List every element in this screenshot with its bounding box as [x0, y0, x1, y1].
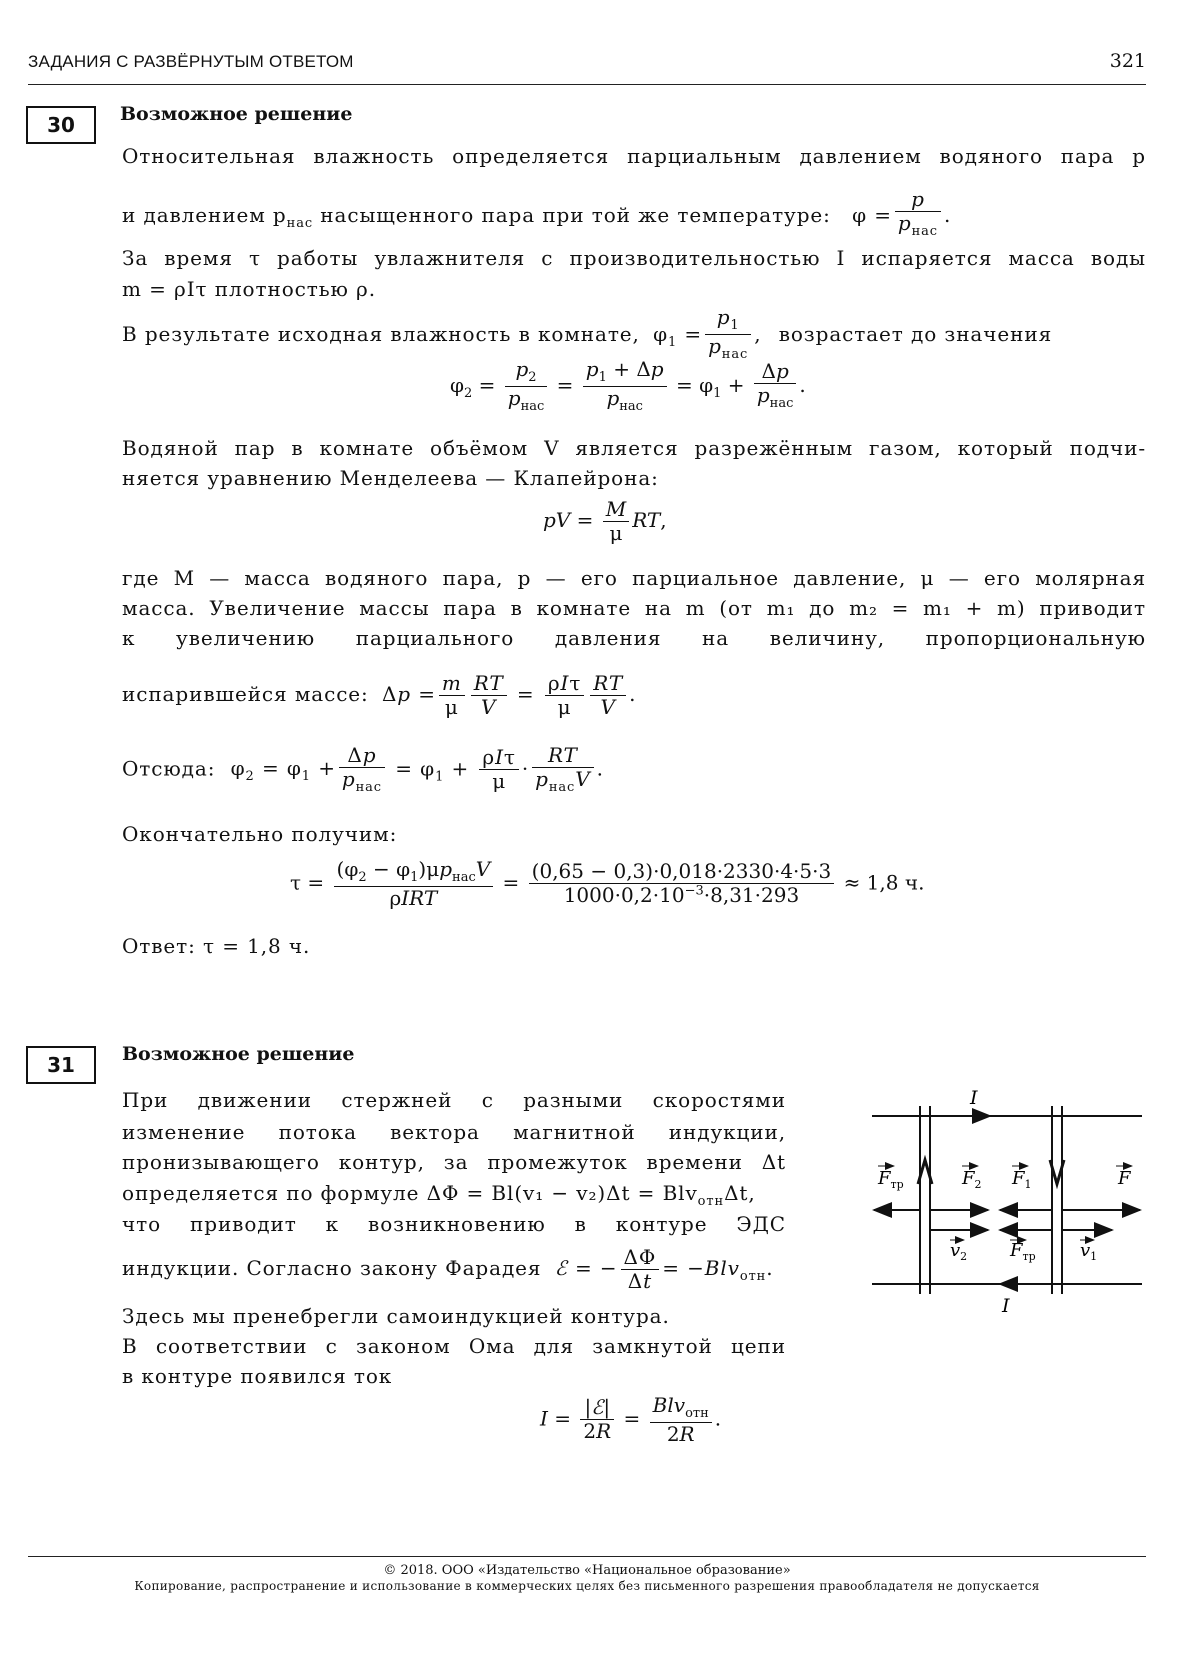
line2-text: и давлением p: [122, 203, 287, 227]
task31-line-8: В соответствии с законом Ома для замкнутой цепи: [122, 1334, 786, 1358]
rails-diagram: [850, 1084, 1150, 1324]
tau-final-equation: τ = $\frac{(\varphi_2 - \varphi_1)\mu p_{нас}V}{\text{ρIRT}}$ = $\frac{(0,65 - 0,3)\cdot 0,018\cdot 2330\cdot 4\cdot 5\cdot 3}{1000\cdot 0,2\cdot 10^{-3}\cdot 8,31\cdot 293}$ ≈ 1,8 ч.: [290, 857, 925, 910]
task31-line-2: изменение потока вектора магнитной индукции,: [122, 1120, 786, 1144]
task-number-box-30: 30: [26, 106, 96, 144]
copyright-line: © 2018. ООО «Издательство «Национальное образование»: [383, 1563, 791, 1578]
line12-text: Отсюда:: [122, 756, 216, 781]
task30-line-9: масса. Увеличение массы пара в комнате на m (от m₁ до m₂ = m₁ + m) приводит: [122, 596, 1146, 620]
task31-line-9: в контуре появился ток: [122, 1364, 393, 1388]
task31-line-1: При движении стержней с разными скоростями: [122, 1088, 786, 1112]
page-number: 321: [1109, 50, 1146, 72]
line4-end: Δt,: [724, 1181, 756, 1205]
task31-line-5: что приводит к возникновению в контуре ЭДС: [122, 1212, 786, 1236]
phi2-equation: $\varphi_2$ = $\frac{p_2}{p_{нас}}$ = $\frac{p_1 + \Delta p}{p_{нас}}$ = $\varphi_1$ + $\frac{\Delta p}{p_{нас}}$ .: [450, 357, 806, 414]
label-Ftr-left: $F_{тр}$: [878, 1168, 904, 1191]
label-v2: $v_2$: [950, 1240, 968, 1263]
page-footer: [28, 1556, 1146, 1593]
label-I-top: I: [970, 1087, 978, 1109]
task30-line-1: Относительная влажность определяется парциальным давлением водяного пара p: [122, 144, 1146, 168]
task30-line-8: где M — масса водяного пара, p — его парциальное давление, μ — его молярная: [122, 566, 1146, 590]
task30-line-6: Водяной пар в комнате объёмом V является разрежённым газом, который подчи-: [122, 436, 1146, 460]
line11-text: испарившейся массе:: [122, 682, 369, 706]
line4-text: определяется по формуле ΔΦ = Bl(v₁ − v₂)Δt = Blv: [122, 1181, 698, 1205]
line2-sub: нас: [286, 216, 314, 231]
label-Ftr-mid: $F_{тр}$: [1010, 1240, 1036, 1263]
task30-line-3: За время τ работы увлажнителя с производительностью I испаряется масса воды: [122, 246, 1146, 270]
task30-line-2: и давлением $p_{нас}$ насыщенного пара при той же температуре: φ = $\frac{p}{p_{нас}}$ .: [122, 187, 952, 239]
task30-line-11: испарившейся массе: Δp = $\frac{m}{\mu}$ $\frac{RT}{V}$ = $\frac{\text{ρIτ}}{\mu}$ $\frac{RT}{V}$ .: [122, 671, 637, 719]
task31-line-4: [122, 1181, 756, 1209]
task31-line-6: индукции. Согласно закону Фарадея ℰ = − $\frac{\Delta\Phi}{\Delta t}$ = −Blv$_{отн}$.: [122, 1245, 774, 1293]
label-F: F: [1118, 1168, 1131, 1189]
line5-b: возрастает до значения: [778, 321, 1053, 346]
task30-line-4: m = ρIτ плотностью ρ.: [122, 277, 376, 301]
label-v1: $v_1$: [1080, 1240, 1098, 1263]
line2-rest: насыщенного пара при той же температуре:: [313, 203, 831, 227]
numeric-numerator: (0,65 − 0,3)·0,018·2330·4·5·3: [529, 860, 835, 884]
task30-line-10: к увеличению парциального давления на величину, пропорциональную: [122, 626, 1146, 650]
task-number-box-31: 31: [26, 1046, 96, 1084]
numeric-result: ≈ 1,8 ч.: [843, 870, 925, 895]
label-I-bottom: I: [1002, 1295, 1010, 1317]
page-header: [28, 50, 1146, 85]
numeric-denominator: 1000·0,2·10: [563, 883, 685, 908]
task30-answer: Ответ: τ = 1,8 ч.: [122, 934, 311, 958]
task30-line-7: няется уравнению Менделеева — Клапейрона:: [122, 466, 659, 490]
task30-heading: Возможное решение: [120, 103, 353, 125]
clapeyron-equation: pV = $\frac{M}{\mu}$ RT,: [543, 497, 667, 545]
task30-line-12: Отсюда: $\varphi_2 = \varphi_1$ + $\frac{\Delta p}{p_{нас}}$ = $\varphi_1$ + $\frac{\text{ρIτ}}{\mu}$ · $\frac{RT}{p_{нас}V}$ .: [122, 743, 604, 795]
task30-line-5: В результате исходная влажность в комнате, $\varphi_1$ = $\frac{p_1}{p_{нас}}$ , возрастает до значения: [122, 305, 1053, 362]
current-equation: I = $\frac{\text{|ℰ|}}{2R}$ = $\frac{Blv_{отн}}{2R}$ .: [540, 1393, 722, 1446]
label-F2: $F_2$: [962, 1168, 982, 1191]
copyright-notice: Копирование, распространение и использование в коммерческих целях без письменного разрешения правообладателя не допускается: [134, 1579, 1040, 1593]
task31-line-7: Здесь мы пренебрегли самоиндукцией контура.: [122, 1304, 670, 1328]
line6-text: индукции. Согласно закону Фарадея: [122, 1256, 542, 1280]
task31-heading: Возможное решение: [122, 1043, 355, 1065]
label-F1: $F_1$: [1012, 1168, 1032, 1191]
task31-line-3: пронизывающего контур, за промежуток времени Δt: [122, 1150, 786, 1174]
numeric-exponent: −3: [684, 883, 704, 899]
line4-sub: отн: [697, 1194, 725, 1209]
line5-a: В результате исходная влажность в комнате,: [122, 321, 640, 346]
section-title: ЗАДАНИЯ С РАЗВЁРНУТЫМ ОТВЕТОМ: [28, 52, 354, 71]
numeric-denominator-rest: ·8,31·293: [703, 883, 800, 908]
task30-line-13: Окончательно получим:: [122, 822, 398, 846]
